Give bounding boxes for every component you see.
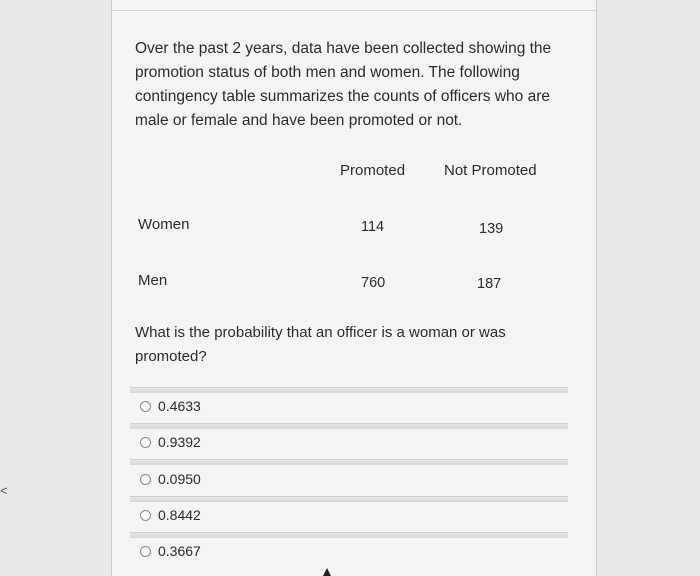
table-header-not-promoted: Not Promoted — [444, 162, 537, 179]
answer-option-label: 0.8442 — [158, 507, 201, 523]
table-row-label-women: Women — [138, 216, 190, 233]
option-divider — [130, 532, 568, 538]
radio-button-icon[interactable] — [140, 474, 151, 485]
table-cell-men-not-promoted: 187 — [477, 276, 502, 292]
answer-option-5[interactable] — [140, 542, 201, 560]
question-text: Over the past 2 years, data have been collected showing the promotion status of both men and women. The following contingency table summarizes the counts of officers who are male or female and have been promoted or not. — [135, 40, 552, 129]
answer-option-label: 0.0950 — [158, 471, 201, 487]
radio-button-icon[interactable] — [140, 401, 151, 412]
table-header-promoted: Promoted — [340, 162, 406, 179]
cursor-pointer-icon — [323, 568, 331, 576]
answer-option-label: 0.3667 — [158, 543, 201, 559]
table-cell-men-promoted: 760 — [361, 275, 386, 291]
answer-option-label: 0.9392 — [158, 434, 201, 450]
answer-option-label: 0.4633 — [158, 398, 201, 414]
answer-option-1[interactable] — [140, 397, 201, 415]
option-divider — [130, 459, 568, 465]
prompt-text: What is the probability that an officer is a woman or was promoted? — [135, 324, 506, 365]
radio-button-icon[interactable] — [140, 437, 151, 448]
table-row-label-men: Men — [138, 272, 168, 289]
left-edge-glyph: < — [0, 483, 8, 498]
radio-button-icon[interactable] — [140, 546, 151, 557]
answer-option-3[interactable] — [140, 470, 201, 488]
question-card — [111, 0, 597, 576]
option-divider — [130, 387, 568, 393]
table-cell-women-promoted: 114 — [361, 219, 385, 235]
card-divider — [112, 10, 596, 11]
radio-button-icon[interactable] — [140, 510, 151, 521]
table-cell-women-not-promoted: 139 — [479, 221, 504, 237]
answer-option-4[interactable] — [140, 506, 201, 524]
option-divider — [130, 496, 568, 502]
option-divider — [130, 423, 568, 429]
answer-option-2[interactable] — [140, 433, 201, 451]
